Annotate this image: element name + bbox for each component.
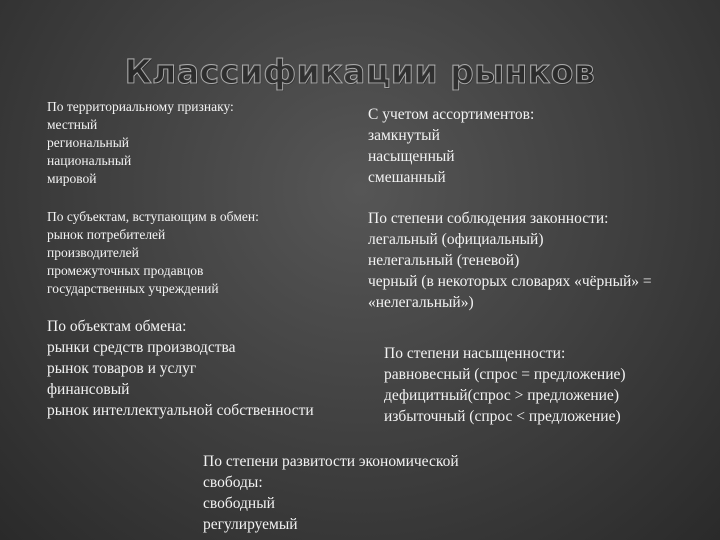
list-item: замкнутый <box>368 127 440 144</box>
block-heading: По степени насыщенности: <box>384 345 566 362</box>
list-item: легальный (официальный) <box>368 231 544 248</box>
list-item: национальный <box>47 153 132 168</box>
list-item: рынок интеллектуальной собственности <box>47 402 314 419</box>
list-item: равновесный (спрос = предложение) <box>384 366 626 383</box>
block-heading: По степени соблюдения законности: <box>368 210 609 227</box>
list-item: насыщенный <box>368 148 455 165</box>
block-heading: По степени развитости экономической свободы: <box>203 453 459 491</box>
list-item: черный (в некоторых словарях «чёрный» = «нелегальный») <box>368 273 652 311</box>
list-item: региональный <box>47 135 130 150</box>
saturation-classification <box>384 343 626 427</box>
list-item: государственных учреждений <box>47 281 219 296</box>
list-item: регулируемый <box>203 516 298 533</box>
block-heading: По субъектам, вступающим в обмен: <box>47 209 259 224</box>
list-item: рынок потребителей <box>47 227 166 242</box>
block-heading: По объектам обмена: <box>47 318 187 335</box>
list-item: избыточный (спрос < предложение) <box>384 408 621 425</box>
list-item: местный <box>47 117 98 132</box>
list-item: промежуточных продавцов <box>47 263 204 278</box>
list-item: дефицитный(спрос > предложение) <box>384 387 619 404</box>
list-item: производителей <box>47 245 139 260</box>
list-item: мировой <box>47 171 97 186</box>
assortment-classification <box>368 104 534 188</box>
legality-classification <box>368 208 703 313</box>
block-heading: По территориальному признаку: <box>47 99 234 114</box>
exchange-objects-classification <box>47 316 314 421</box>
list-item: рынки средств производства <box>47 339 236 356</box>
territorial-classification <box>47 98 234 188</box>
list-item: смешанный <box>368 169 446 186</box>
list-item: нелегальный (теневой) <box>368 252 520 269</box>
economic-freedom-classification <box>203 451 513 535</box>
list-item: финансовый <box>47 381 130 398</box>
list-item: рынок товаров и услуг <box>47 360 197 377</box>
block-heading: С учетом ассортиментов: <box>368 106 535 123</box>
subjects-classification <box>47 208 259 298</box>
list-item: свободный <box>203 495 275 512</box>
slide-title: Классификации рынков <box>124 52 596 91</box>
